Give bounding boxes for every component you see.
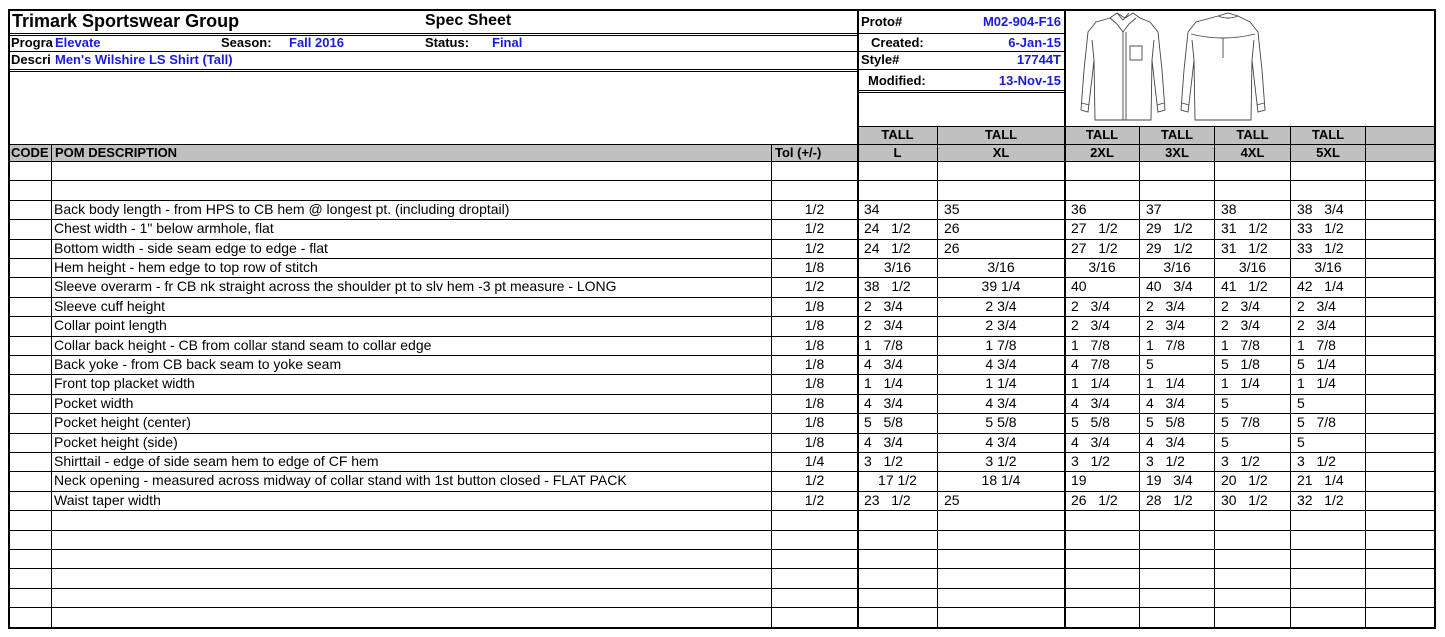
modified-value: 13-Nov-15 [998, 73, 1061, 88]
size-measurement: 5 [1297, 434, 1305, 450]
size-measurement: 31 1/2 [1221, 240, 1268, 256]
size-measurement: 3/16 [1314, 259, 1342, 275]
size-measurement: 32 1/2 [1297, 492, 1344, 508]
pom-description: Pocket height (side) [54, 434, 178, 450]
pom-description: Neck opening - measured across midway of collar stand with 1st button closed - FLAT PACK [54, 472, 627, 488]
size-measurement: 3/16 [1088, 259, 1116, 275]
modified-label: Modified: [868, 73, 926, 88]
size-measurement: 3 1/2 [864, 453, 903, 469]
pom-description: Collar back height - CB from collar stand seam to collar edge [54, 337, 432, 353]
size-measurement: 34 [864, 201, 880, 217]
size-measurement: 3 1/2 [985, 453, 1017, 469]
size-measurement: 24 1/2 [864, 220, 911, 236]
size-measurement: 37 [1146, 201, 1162, 217]
size-measurement: 27 1/2 [1071, 240, 1118, 256]
created-value: 6-Jan-15 [1008, 35, 1061, 50]
size-measurement: 24 1/2 [864, 240, 911, 256]
size-measurement: 2 3/4 [1221, 298, 1260, 314]
tolerance: 1/8 [804, 434, 825, 450]
size-measurement: 4 3/4 [985, 395, 1017, 411]
size-measurement: 1 7/8 [1221, 337, 1260, 353]
size-measurement: 30 1/2 [1221, 492, 1268, 508]
size-measurement: 1 1/4 [985, 375, 1017, 391]
size-group-label: TALL [984, 127, 1018, 142]
pom-description: Back body length - from HPS to CB hem @ longest pt. (including droptail) [54, 201, 510, 217]
size-measurement: 1 7/8 [864, 337, 903, 353]
size-column-header: XL [992, 145, 1010, 160]
tolerance: 1/8 [804, 259, 825, 275]
size-measurement: 1 1/4 [1297, 375, 1336, 391]
tol-column-header: Tol (+/-) [775, 145, 822, 160]
size-measurement: 26 [944, 220, 960, 236]
size-measurement: 3 1/2 [1071, 453, 1110, 469]
size-measurement: 36 [1071, 201, 1087, 217]
size-measurement: 1 1/4 [864, 375, 903, 391]
status-label: Status: [425, 35, 470, 50]
size-measurement: 38 [1221, 201, 1237, 217]
program-label: Progra [11, 35, 53, 50]
size-measurement: 2 3/4 [1297, 298, 1336, 314]
proto-label: Proto# [861, 14, 903, 29]
size-measurement: 5 7/8 [1297, 414, 1336, 430]
description-value: Men's Wilshire LS Shirt (Tall) [55, 52, 233, 67]
size-measurement: 40 3/4 [1146, 278, 1193, 294]
pom-description: Pocket width [54, 395, 134, 411]
size-column-header: 5XL [1316, 145, 1340, 160]
size-measurement: 23 1/2 [864, 492, 911, 508]
tolerance: 1/4 [804, 453, 825, 469]
size-measurement: 42 1/4 [1297, 278, 1344, 294]
tolerance: 1/8 [804, 337, 825, 353]
size-measurement: 18 1/4 [981, 472, 1021, 488]
size-measurement: 4 3/4 [864, 395, 903, 411]
pom-description: Shirttail - edge of side seam hem to edge of CF hem [54, 453, 379, 469]
size-measurement: 4 3/4 [1071, 434, 1110, 450]
pom-description: Pocket height (center) [54, 414, 191, 430]
size-measurement: 40 [1071, 278, 1087, 294]
size-group-label: TALL [1236, 127, 1269, 142]
pom-description: Hem height - hem edge to top row of stitch [54, 259, 318, 275]
size-measurement: 26 1/2 [1071, 492, 1118, 508]
pom-description: Sleeve overarm - fr CB nk straight across the shoulder pt to slv hem -3 pt measure - LONG [54, 278, 617, 294]
size-measurement: 4 3/4 [1146, 434, 1185, 450]
size-measurement: 3 1/2 [1221, 453, 1260, 469]
size-measurement: 5 1/4 [1297, 356, 1336, 372]
size-column-header: 2XL [1090, 145, 1114, 160]
style-value: 17744T [1016, 52, 1061, 67]
description-label: Descri [11, 52, 51, 67]
size-measurement: 19 3/4 [1146, 472, 1193, 488]
tolerance: 1/2 [804, 472, 825, 488]
size-measurement: 33 1/2 [1297, 220, 1344, 236]
size-measurement: 5 7/8 [1221, 414, 1260, 430]
tolerance: 1/8 [804, 298, 825, 314]
code-column-header: CODE [11, 145, 49, 160]
pom-description: Front top placket width [54, 375, 195, 391]
size-measurement: 27 1/2 [1071, 220, 1118, 236]
size-measurement: 29 1/2 [1146, 220, 1193, 236]
size-measurement: 5 5/8 [1146, 414, 1185, 430]
size-measurement: 4 3/4 [985, 356, 1017, 372]
size-measurement: 20 1/2 [1221, 472, 1268, 488]
size-measurement: 1 1/4 [1221, 375, 1260, 391]
size-measurement: 2 3/4 [1071, 317, 1110, 333]
tolerance: 1/2 [804, 201, 825, 217]
size-measurement: 3/16 [883, 259, 912, 275]
size-measurement: 3/16 [1238, 259, 1267, 275]
pom-description: Waist taper width [54, 492, 161, 508]
size-group-label: TALL [881, 127, 914, 142]
size-column-header: 3XL [1165, 145, 1189, 160]
size-measurement: 5 1/8 [1221, 356, 1260, 372]
season-value: Fall 2016 [289, 35, 344, 50]
pom-description: Collar point length [54, 317, 167, 333]
size-measurement: 2 3/4 [864, 317, 903, 333]
size-measurement: 19 [1071, 472, 1087, 488]
size-measurement: 4 3/4 [985, 434, 1017, 450]
tolerance: 1/8 [804, 414, 825, 430]
size-measurement: 2 3/4 [1146, 317, 1185, 333]
size-group-label: TALL [1085, 127, 1119, 142]
size-measurement: 2 3/4 [1146, 298, 1185, 314]
company-name: Trimark Sportswear Group [12, 11, 240, 31]
status-value: Final [492, 35, 523, 50]
size-measurement: 3/16 [1163, 259, 1191, 275]
size-measurement: 1 7/8 [1071, 337, 1110, 353]
size-column-header: 4XL [1240, 145, 1265, 160]
proto-value: M02-904-F16 [982, 14, 1061, 29]
size-group-label: TALL [1311, 127, 1345, 142]
tolerance: 1/8 [804, 317, 825, 333]
size-measurement: 5 [1221, 434, 1229, 450]
size-measurement: 21 1/4 [1297, 472, 1344, 488]
size-measurement: 5 5/8 [985, 414, 1017, 430]
pom-description: Bottom width - side seam edge to edge - flat [54, 240, 328, 256]
pom-column-header: POM DESCRIPTION [55, 145, 178, 160]
shirt-sketch-image [1070, 10, 1270, 124]
size-measurement: 3 1/2 [1146, 453, 1185, 469]
size-measurement: 1 7/8 [985, 337, 1017, 353]
program-value: Elevate [55, 35, 101, 50]
size-measurement: 38 3/4 [1297, 201, 1344, 217]
size-measurement: 4 3/4 [864, 434, 903, 450]
pom-description: Chest width - 1" below armhole, flat [54, 220, 274, 236]
size-measurement: 3/16 [987, 259, 1015, 275]
size-measurement: 35 [944, 201, 960, 217]
sheet-title: Spec Sheet [425, 12, 512, 29]
size-measurement: 31 1/2 [1221, 220, 1268, 236]
size-measurement: 1 7/8 [1146, 337, 1185, 353]
size-measurement: 5 [1221, 395, 1229, 411]
tolerance: 1/2 [804, 492, 825, 508]
size-measurement: 1 7/8 [1297, 337, 1336, 353]
size-column-header: L [893, 145, 902, 160]
size-group-label: TALL [1160, 127, 1194, 142]
size-measurement: 2 3/4 [1071, 298, 1110, 314]
style-label: Style# [861, 52, 900, 67]
tolerance: 1/2 [804, 240, 825, 256]
size-measurement: 25 [944, 492, 960, 508]
tolerance: 1/8 [804, 395, 825, 411]
size-measurement: 41 1/2 [1221, 278, 1268, 294]
size-measurement: 2 3/4 [864, 298, 903, 314]
season-label: Season: [221, 35, 272, 50]
size-measurement: 2 3/4 [1221, 317, 1260, 333]
size-measurement: 2 3/4 [985, 298, 1017, 314]
created-label: Created: [871, 35, 924, 50]
size-measurement: 33 1/2 [1297, 240, 1344, 256]
size-measurement: 5 [1297, 395, 1305, 411]
size-measurement: 28 1/2 [1146, 492, 1193, 508]
size-measurement: 4 7/8 [1071, 356, 1110, 372]
size-measurement: 2 3/4 [985, 317, 1017, 333]
size-measurement: 26 [944, 240, 960, 256]
size-measurement: 4 3/4 [1071, 395, 1110, 411]
pom-description: Back yoke - from CB back seam to yoke seam [54, 356, 342, 372]
tolerance: 1/8 [804, 356, 825, 372]
size-measurement: 4 3/4 [864, 356, 903, 372]
tolerance: 1/2 [804, 220, 825, 236]
size-measurement: 1 1/4 [1146, 375, 1185, 391]
size-measurement: 1 1/4 [1071, 375, 1110, 391]
size-measurement: 2 3/4 [1297, 317, 1336, 333]
size-measurement: 29 1/2 [1146, 240, 1193, 256]
size-measurement: 39 1/4 [981, 278, 1021, 294]
pom-description: Sleeve cuff height [54, 298, 166, 314]
size-measurement: 5 5/8 [864, 414, 903, 430]
size-measurement: 3 1/2 [1297, 453, 1336, 469]
size-measurement: 17 1/2 [878, 472, 917, 488]
size-measurement: 4 3/4 [1146, 395, 1185, 411]
size-measurement: 38 1/2 [864, 278, 911, 294]
tolerance: 1/8 [804, 375, 825, 391]
size-measurement: 5 5/8 [1071, 414, 1110, 430]
size-measurement: 5 [1146, 356, 1154, 372]
tolerance: 1/2 [804, 278, 825, 294]
